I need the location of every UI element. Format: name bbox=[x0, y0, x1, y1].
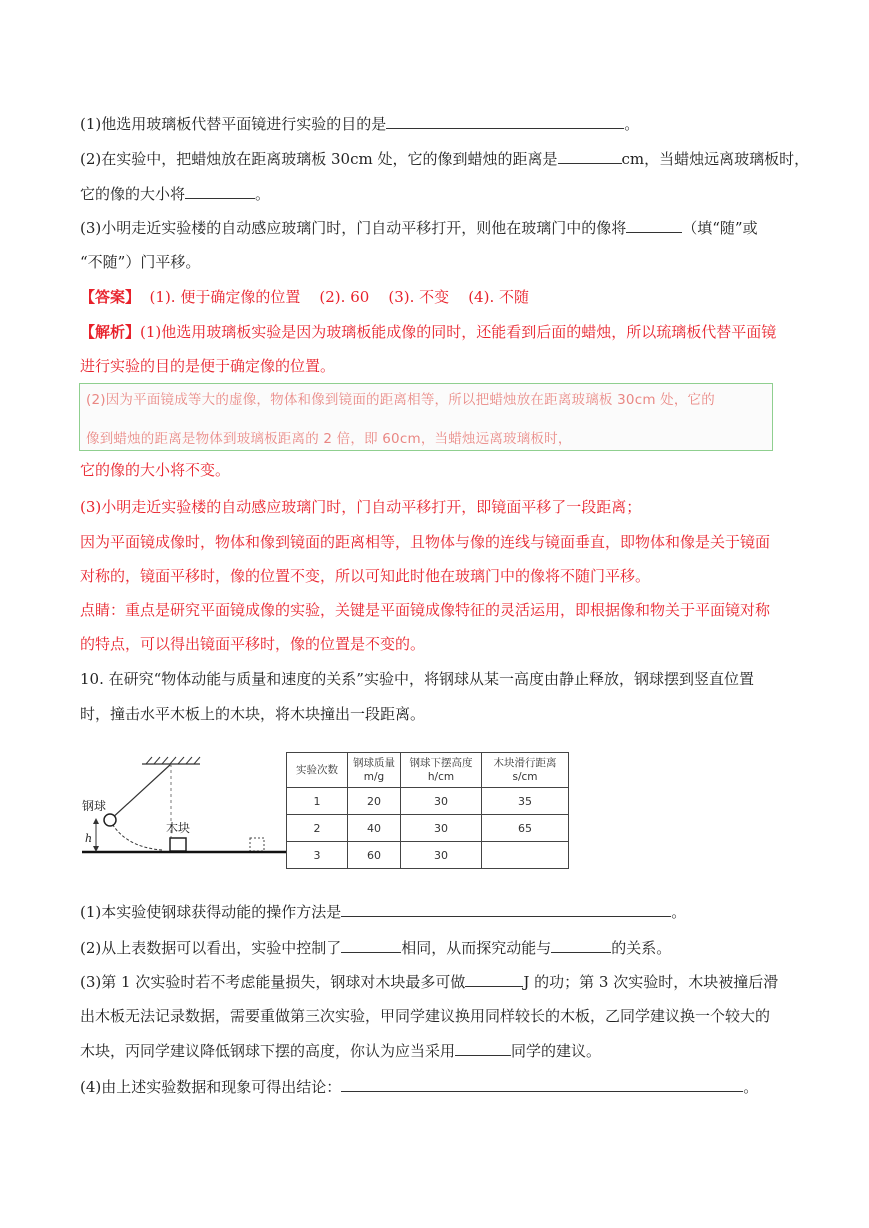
answer-blank[interactable] bbox=[185, 184, 255, 199]
q9-part2: (2)在实验中，把蜡烛放在距离玻璃板 30cm 处，它的像到蜡烛的距离是 cm，当蜡烛远离玻璃板时， bbox=[80, 150, 810, 168]
scan-text-line-1: (2)因为平面镜成等大的虚像，物体和像到镜面的距离相等，所以把蜡烛放在距离玻璃板 30cm 处，它的 bbox=[86, 392, 715, 408]
analysis-label: 【解析】 bbox=[80, 323, 141, 341]
table-cell: 30 bbox=[401, 842, 482, 869]
table-cell bbox=[482, 842, 569, 869]
table-cell: 35 bbox=[482, 788, 569, 815]
table-cell: 20 bbox=[348, 788, 401, 815]
tip-line-2: 的特点，可以得出镜面平移时，像的位置是不变的。 bbox=[80, 635, 426, 653]
steel-ball bbox=[104, 814, 116, 826]
analysis-line-4: (3)小明走近实验楼的自动感应玻璃门时，门自动平移打开，即镜面平移了一段距离； bbox=[80, 498, 642, 516]
header-distance: 木块滑行距离 s/cm bbox=[482, 753, 569, 788]
table-cell: 3 bbox=[287, 842, 348, 869]
answer-line bbox=[80, 287, 529, 307]
scan-text-line-2: 像到蜡烛的距离是物体到玻璃板距离的 2 倍，即 60cm，当蜡烛远离玻璃板时， bbox=[86, 431, 572, 447]
scanned-analysis-image bbox=[79, 383, 773, 451]
header-trial: 实验次数 bbox=[287, 753, 348, 788]
table-cell: 60 bbox=[348, 842, 401, 869]
experiment-table bbox=[286, 752, 569, 869]
header-height: 钢球下摆高度 h/cm bbox=[401, 753, 482, 788]
answer-blank[interactable] bbox=[341, 1077, 743, 1092]
q9-part1: (1)他选用玻璃板代替平面镜进行实验的目的是 。 bbox=[80, 115, 640, 133]
answer-blank[interactable] bbox=[558, 149, 622, 164]
q10-part1: (1)本实验使钢球获得动能的操作方法是 。 bbox=[80, 903, 687, 921]
analysis-line-3: 它的像的大小将不变。 bbox=[80, 461, 231, 479]
table-cell: 1 bbox=[287, 788, 348, 815]
q10-stem-2: 时，撞击水平木板上的木块，将木块撞出一段距离。 bbox=[80, 705, 426, 723]
answer-text: (1). 便于确定像的位置 (2). 60 (3). 不变 (4). 不随 bbox=[140, 288, 529, 306]
answer-blank[interactable] bbox=[551, 938, 611, 953]
q10-stem-1: 10. 在研究“物体动能与质量和速度的关系”实验中，将钢球从某一高度由静止释放，钢球摆到竖直位置 bbox=[80, 670, 754, 688]
analysis-line-2: 进行实验的目的是便于确定像的位置。 bbox=[80, 357, 336, 375]
table-cell: 30 bbox=[401, 815, 482, 842]
table-cell: 40 bbox=[348, 815, 401, 842]
answer-blank[interactable] bbox=[455, 1041, 511, 1056]
q10-part4: (4)由上述实验数据和现象可得出结论： 。 bbox=[80, 1078, 759, 1096]
table-cell: 30 bbox=[401, 788, 482, 815]
displaced-block-outline bbox=[250, 838, 264, 851]
tip-line-1: 点睛：重点是研究平面镜成像的实验，关键是平面镜成像特征的灵活运用，即根据像和物关于平面镜对称 bbox=[80, 601, 771, 619]
q10-part3-cont: 出木板无法记录数据，需要重做第三次实验，甲同学建议换用同样较长的木板，乙同学建议换一个较大的 bbox=[80, 1007, 771, 1025]
q10-part2: (2)从上表数据可以看出，实验中控制了 相同，从而探究动能与 的关系。 bbox=[80, 939, 672, 957]
answer-blank[interactable] bbox=[341, 938, 401, 953]
table-row bbox=[287, 842, 569, 869]
block-label: 木块 bbox=[166, 821, 191, 835]
answer-label: 【答案】 bbox=[80, 288, 141, 306]
wood-block bbox=[170, 838, 186, 851]
q9-part3: (3)小明走近实验楼的自动感应玻璃门时，门自动平移打开，则他在玻璃门中的像将 （填“随”或 bbox=[80, 219, 758, 237]
table-row bbox=[287, 815, 569, 842]
header-mass: 钢球质量 m/g bbox=[348, 753, 401, 788]
q10-part3: (3)第 1 次实验时若不考虑能量损失，钢球对木块最多可做 J 的功；第 3 次实验时，木块被撞后滑 bbox=[80, 973, 779, 991]
ball-label: 钢球 bbox=[82, 799, 107, 813]
analysis-line-1: 【解析】(1)他选用玻璃板实验是因为玻璃板能成像的同时，还能看到后面的蜡烛，所以琉璃板代替平面镜 bbox=[80, 323, 777, 341]
analysis-line-5: 因为平面镜成像时，物体和像到镜面的距离相等，且物体与像的连线与镜面垂直，即物体和像是关于镜面 bbox=[80, 533, 771, 551]
analysis-line-6: 对称的，镜面平移时，像的位置不变，所以可知此时他在玻璃门中的像将不随门平移。 bbox=[80, 567, 651, 585]
q9-part3-cont: “不随”）门平移。 bbox=[80, 253, 201, 271]
answer-blank[interactable] bbox=[341, 902, 671, 917]
q10-part3-cont2: 木块，丙同学建议降低钢球下摆的高度，你认为应当采用 同学的建议。 bbox=[80, 1042, 602, 1060]
answer-blank[interactable] bbox=[626, 218, 682, 233]
height-label: h bbox=[85, 832, 93, 845]
q9-part2-cont: 它的像的大小将 。 bbox=[80, 185, 271, 203]
table-header-row bbox=[287, 753, 569, 788]
table-cell: 2 bbox=[287, 815, 348, 842]
pendulum-figure bbox=[82, 752, 287, 862]
answer-blank[interactable] bbox=[465, 972, 523, 987]
table-row bbox=[287, 788, 569, 815]
answer-blank[interactable] bbox=[386, 114, 624, 129]
table-cell: 65 bbox=[482, 815, 569, 842]
